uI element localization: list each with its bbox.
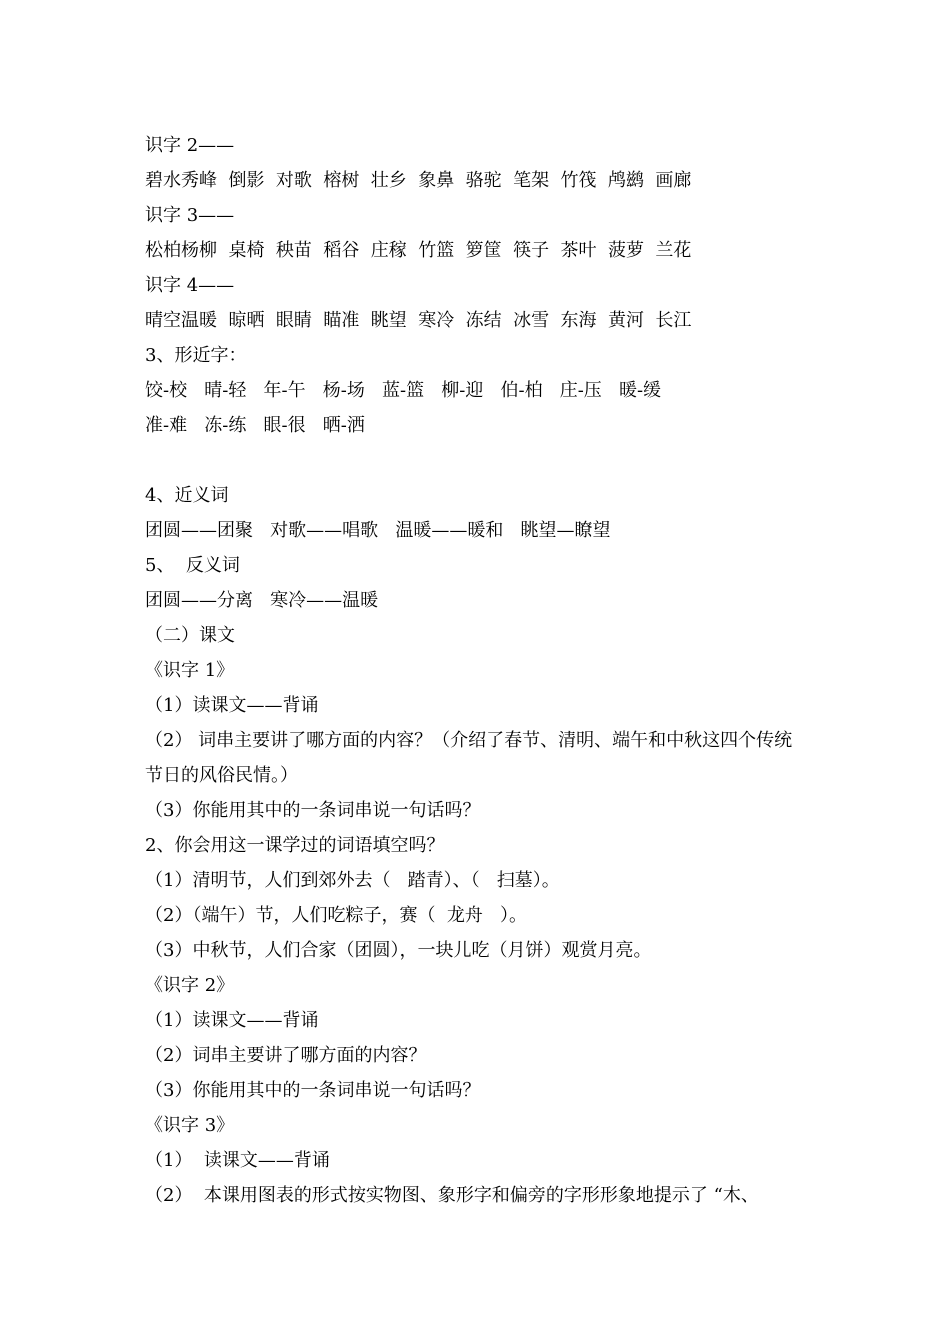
word-list: 晴空温暖 晾晒 眼睛 瞄准 眺望 寒冷 冻结 冰雪 东海 黄河 长江: [145, 310, 692, 331]
section-heading-texts: （二）课文: [145, 625, 235, 646]
exercise-item-continued: 节日的风俗民情。）: [145, 765, 298, 786]
section-heading-shizi-3: 识字 3——: [145, 205, 235, 226]
synonym-pairs: 团圆——团聚 对歌——唱歌 温暖——暖和 眺望—瞭望: [145, 520, 611, 541]
section-heading-shizi-2: 识字 2——: [145, 135, 235, 156]
exercise-item: （2）（端午）节，人们吃粽子，赛（ 龙舟 ）。: [145, 905, 528, 926]
section-heading-similar-chars: 3、形近字：: [145, 345, 247, 366]
word-list: 松柏杨柳 桌椅 秧苗 稻谷 庄稼 竹篮 箩筐 筷子 茶叶 菠萝 兰花: [145, 240, 692, 261]
exercise-item: （2） 本课用图表的形式按实物图、象形字和偏旁的字形形象地提示了 “木、: [145, 1185, 759, 1206]
section-heading-synonyms: 4、近义词: [145, 485, 229, 506]
exercise-item: （1） 读课文——背诵: [145, 1150, 330, 1171]
document-body: [145, 128, 825, 1213]
section-heading-antonyms: 5、 反义词: [145, 555, 240, 576]
lesson-title: 《识字 3》: [145, 1115, 235, 1136]
exercise-item: （2） 词串主要讲了哪方面的内容？（介绍了春节、清明、端午和中秋这四个传统: [145, 730, 793, 751]
antonym-pairs: 团圆——分离 寒冷——温暖: [145, 590, 379, 611]
exercise-item: （1）清明节，人们到郊外去（ 踏青）、（ 扫墓）。: [145, 870, 560, 891]
exercise-item: （1）读课文——背诵: [145, 695, 319, 716]
exercise-item: （3）中秋节，人们合家（团圆），一块儿吃（月饼）观赏月亮。: [145, 940, 652, 961]
exercise-item: （2）词串主要讲了哪方面的内容？: [145, 1045, 427, 1066]
blank-line: [145, 443, 825, 478]
exercise-item: （1）读课文——背诵: [145, 1010, 319, 1031]
lesson-title: 《识字 2》: [145, 975, 235, 996]
lesson-title: 《识字 1》: [145, 660, 235, 681]
exercise-item: （3）你能用其中的一条词串说一句话吗？: [145, 1080, 481, 1101]
word-list: 碧水秀峰 倒影 对歌 榕树 壮乡 象鼻 骆驼 笔架 竹筏 鸬鹚 画廊: [145, 170, 692, 191]
exercise-item: （3）你能用其中的一条词串说一句话吗？: [145, 800, 481, 821]
similar-char-pairs: 饺-校 晴-轻 年-午 杨-场 蓝-篮 柳-迎 伯-柏 庄-压 暖-缓: [145, 380, 662, 401]
exercise-heading: 2、你会用这一课学过的词语填空吗？: [145, 835, 445, 856]
section-heading-shizi-4: 识字 4——: [145, 275, 235, 296]
similar-char-pairs: 准-难 冻-练 眼-很 晒-洒: [145, 415, 365, 436]
